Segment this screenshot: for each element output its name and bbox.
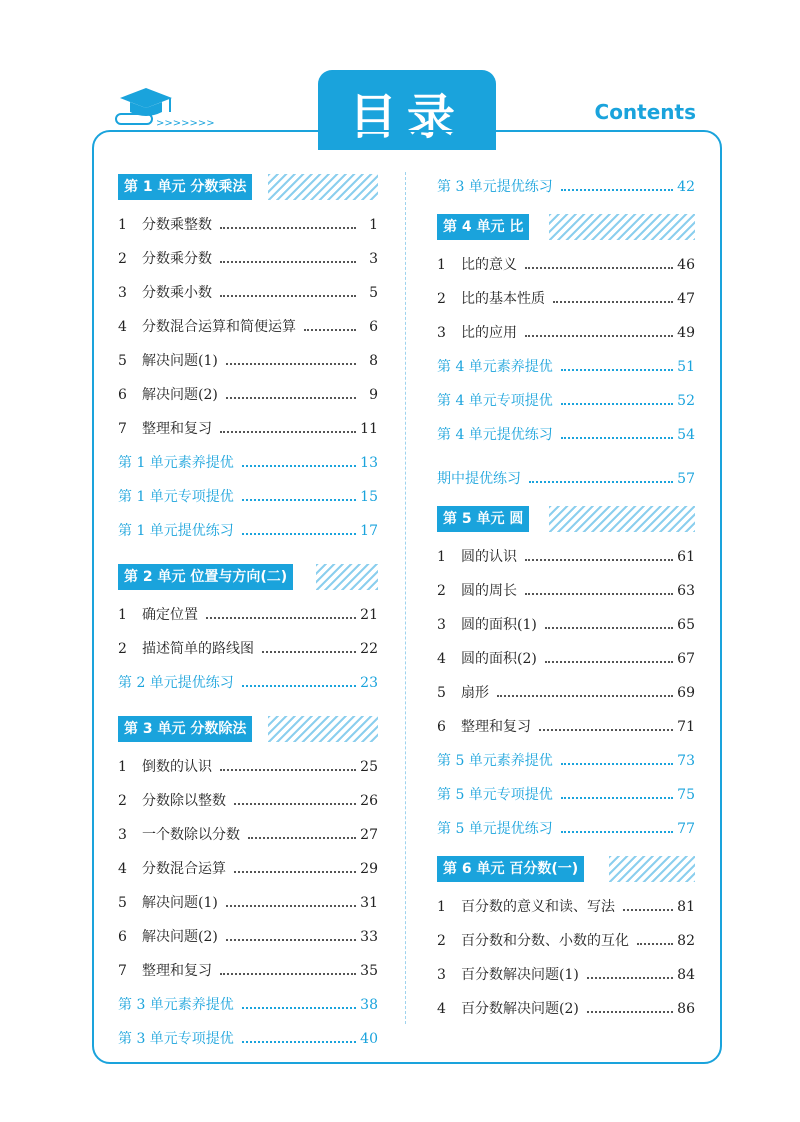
toc-entry[interactable]: 5 解决问题(1) 31 xyxy=(118,895,378,911)
toc-entry[interactable]: 6 解决问题(2) 33 xyxy=(118,929,378,945)
page-title: 目录 xyxy=(348,89,465,145)
contents-label: Contents xyxy=(594,100,696,124)
unit-title: 第 5 单元 圆 xyxy=(437,506,529,532)
toc-left-column xyxy=(118,174,378,1056)
toc-entry[interactable]: 4 分数混合运算和简便运算 6 xyxy=(118,319,378,335)
column-divider xyxy=(405,172,406,1024)
toc-midterm-entry[interactable]: 期中提优练习 57 xyxy=(437,471,695,487)
toc-entry[interactable]: 6 解决问题(2) 9 xyxy=(118,387,378,403)
toc-entry[interactable]: 4 百分数解决问题(2) 86 xyxy=(437,1001,695,1017)
toc-extra-entry[interactable]: 第 4 单元提优练习 54 xyxy=(437,427,695,443)
toc-extra-entry[interactable]: 第 3 单元专项提优 40 xyxy=(118,1031,378,1047)
toc-extra-entry[interactable]: 第 1 单元提优练习 17 xyxy=(118,523,378,539)
unit-title: 第 2 单元 位置与方向(二) xyxy=(118,564,293,590)
toc-entry[interactable]: 3 比的应用 49 xyxy=(437,325,695,341)
toc-entry[interactable]: 4 分数混合运算 29 xyxy=(118,861,378,877)
toc-entry[interactable]: 1 圆的认识 61 xyxy=(437,549,695,565)
unit-title: 第 6 单元 百分数(一) xyxy=(437,856,584,882)
stripe-decoration xyxy=(268,716,378,742)
toc-extra-entry[interactable]: 第 4 单元素养提优 51 xyxy=(437,359,695,375)
unit-header xyxy=(437,214,695,240)
toc-entry[interactable]: 1 确定位置 21 xyxy=(118,607,378,623)
unit-header xyxy=(437,506,695,532)
toc-extra-entry[interactable]: 第 4 单元专项提优 52 xyxy=(437,393,695,409)
toc-extra-entry[interactable]: 第 5 单元提优练习 77 xyxy=(437,821,695,837)
stripe-decoration xyxy=(316,564,378,590)
toc-entry[interactable]: 3 分数乘小数 5 xyxy=(118,285,378,301)
stripe-decoration xyxy=(268,174,378,200)
unit-title: 第 4 单元 比 xyxy=(437,214,529,240)
toc-entry[interactable]: 2 百分数和分数、小数的互化 82 xyxy=(437,933,695,949)
toc-extra-entry[interactable]: 第 1 单元素养提优 13 xyxy=(118,455,378,471)
toc-entry[interactable]: 2 分数乘分数 3 xyxy=(118,251,378,267)
toc-entry[interactable]: 2 分数除以整数 26 xyxy=(118,793,378,809)
toc-entry[interactable]: 1 百分数的意义和读、写法 81 xyxy=(437,899,695,915)
toc-entry[interactable]: 4 圆的面积(2) 67 xyxy=(437,651,695,667)
toc-entry[interactable]: 3 百分数解决问题(1) 84 xyxy=(437,967,695,983)
toc-extra-entry[interactable]: 第 3 单元素养提优 38 xyxy=(118,997,378,1013)
graduation-cap-icon xyxy=(112,84,215,130)
toc-extra-entry[interactable]: 第 5 单元专项提优 75 xyxy=(437,787,695,803)
stripe-decoration xyxy=(549,506,695,532)
toc-entry[interactable]: 3 圆的面积(1) 65 xyxy=(437,617,695,633)
toc-entry[interactable]: 7 整理和复习 11 xyxy=(118,421,378,437)
stripe-decoration xyxy=(549,214,695,240)
toc-extra-entry[interactable]: 第 3 单元提优练习 42 xyxy=(437,179,695,195)
toc-entry[interactable]: 1 比的意义 46 xyxy=(437,257,695,273)
toc-entry[interactable]: 6 整理和复习 71 xyxy=(437,719,695,735)
toc-entry[interactable]: 3 一个数除以分数 27 xyxy=(118,827,378,843)
unit-header xyxy=(118,564,378,590)
toc-extra-entry[interactable]: 第 1 单元专项提优 15 xyxy=(118,489,378,505)
toc-entry[interactable]: 1 倒数的认识 25 xyxy=(118,759,378,775)
toc-entry[interactable]: 5 扇形 69 xyxy=(437,685,695,701)
unit-title: 第 3 单元 分数除法 xyxy=(118,716,252,742)
toc-entry[interactable]: 2 圆的周长 63 xyxy=(437,583,695,599)
svg-text:>>>>>>>: >>>>>>> xyxy=(156,118,215,129)
toc-entry[interactable]: 5 解决问题(1) 8 xyxy=(118,353,378,369)
toc-entry[interactable]: 2 比的基本性质 47 xyxy=(437,291,695,307)
stripe-decoration xyxy=(609,856,695,882)
toc-entry[interactable]: 2 描述简单的路线图 22 xyxy=(118,641,378,657)
toc-entry[interactable]: 1 分数乘整数 1 xyxy=(118,217,378,233)
toc-right-column xyxy=(437,174,695,1026)
unit-header xyxy=(118,174,378,200)
unit-header xyxy=(118,716,378,742)
toc-entry[interactable]: 7 整理和复习 35 xyxy=(118,963,378,979)
toc-extra-entry[interactable]: 第 5 单元素养提优 73 xyxy=(437,753,695,769)
unit-header xyxy=(437,856,695,882)
toc-extra-entry[interactable]: 第 2 单元提优练习 23 xyxy=(118,675,378,691)
unit-title: 第 1 单元 分数乘法 xyxy=(118,174,252,200)
